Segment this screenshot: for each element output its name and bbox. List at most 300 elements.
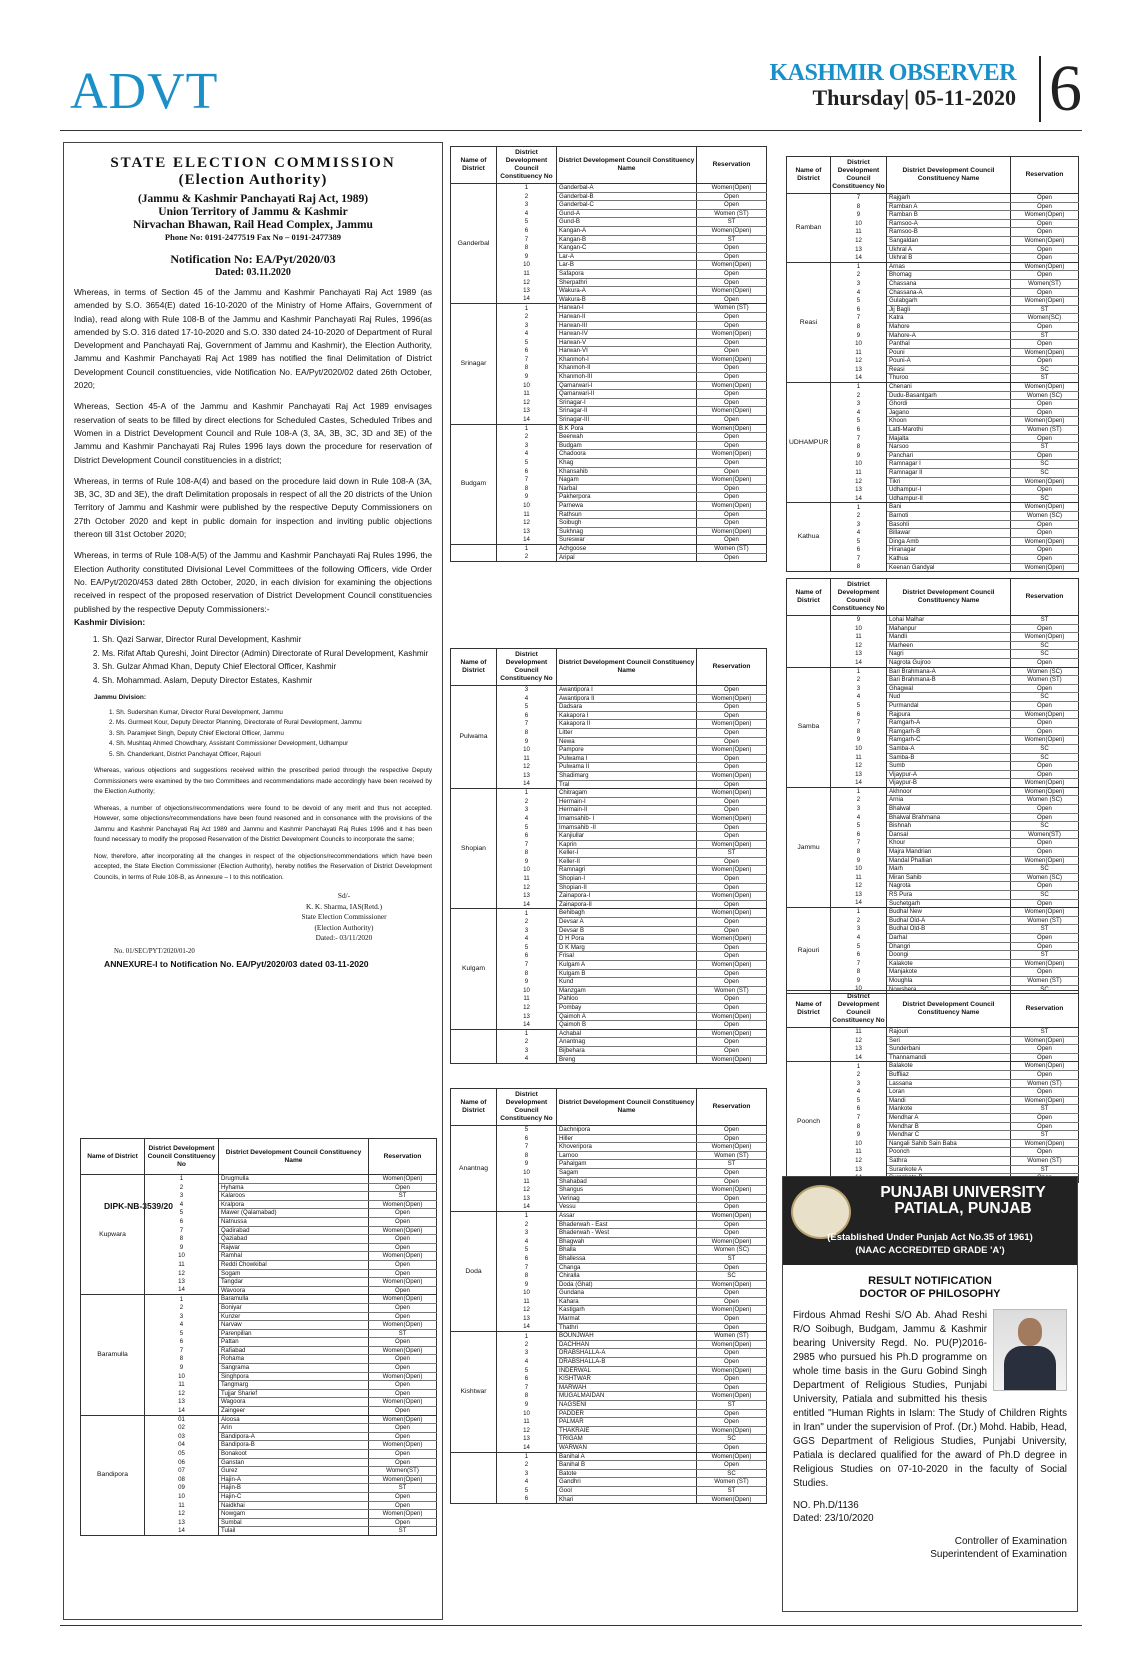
- signatory-designation: State Election Commissioner: [301, 912, 387, 922]
- constituency-number: 03: [145, 1432, 219, 1441]
- constituency-number: 08: [145, 1475, 219, 1484]
- constituency-name: Srinagar-III: [557, 416, 697, 425]
- column-header-name: District Development Council Constituency Name: [557, 649, 697, 686]
- reservation-cell: Open: [1011, 770, 1079, 779]
- column-header-reservation: Reservation: [1011, 991, 1079, 1028]
- reservation-cell: Open: [697, 832, 767, 841]
- reservation-cell: Open: [697, 797, 767, 806]
- constituency-number: 8: [497, 484, 557, 493]
- constituency-number: 10: [831, 985, 887, 994]
- reservation-cell: Women(Open): [369, 1175, 437, 1184]
- reservation-cell: Women (SC): [1011, 667, 1079, 676]
- constituency-name: Natnussa: [219, 1217, 369, 1226]
- reservation-cell: Women (ST): [697, 304, 767, 313]
- section-title: ADVT: [70, 63, 219, 120]
- reservation-cell: Open: [1011, 357, 1079, 366]
- constituency-number: 5: [831, 297, 887, 306]
- table-row: [451, 746, 767, 755]
- constituency-number: 7: [497, 355, 557, 364]
- reservation-cell: Women(Open): [697, 909, 767, 918]
- reservation-cell: Open: [697, 995, 767, 1004]
- notification-number: Notification No: EA/Pyt/2020/03: [170, 252, 336, 266]
- reservation-cell: Women(Open): [1011, 297, 1079, 306]
- constituency-number: 8: [145, 1355, 219, 1364]
- table-row: [787, 494, 1079, 503]
- constituency-name: Assar: [557, 1211, 697, 1220]
- constituency-number: 13: [831, 650, 887, 659]
- reservation-cell: ST: [1011, 616, 1079, 625]
- constituency-number: 13: [831, 891, 887, 900]
- constituency-name: Sangrama: [219, 1364, 369, 1373]
- constituency-name: Chassana: [887, 279, 1011, 288]
- reservation-cell: Open: [1011, 288, 1079, 297]
- constituency-name: Banihal A: [557, 1452, 697, 1461]
- constituency-number: 7: [497, 235, 557, 244]
- table-row: [451, 1401, 767, 1410]
- reservation-cell: Women(Open): [697, 1452, 767, 1461]
- table-row: [451, 321, 767, 330]
- constituency-number: 14: [497, 900, 557, 909]
- constituency-number: 10: [145, 1492, 219, 1501]
- reservation-cell: Women(Open): [369, 1295, 437, 1304]
- reservation-cell: Women (ST): [1011, 916, 1079, 925]
- constituency-name: Purmandal: [887, 701, 1011, 710]
- table-row: [451, 1435, 767, 1444]
- constituency-number: 10: [497, 1409, 557, 1418]
- table-row: [451, 527, 767, 536]
- constituency-name: Hermain-I: [557, 797, 697, 806]
- reservation-cell: Open: [369, 1389, 437, 1398]
- constituency-number: 3: [145, 1312, 219, 1321]
- reservation-cell: Women(Open): [369, 1510, 437, 1519]
- constituency-number: 3: [497, 1349, 557, 1358]
- member-item: 3. Sh. Gulzar Ahmad Khan, Deputy Chief Electoral Officer, Kashmir: [102, 660, 432, 674]
- constituency-name: Surankote A: [887, 1165, 1011, 1174]
- reservation-cell: Open: [369, 1432, 437, 1441]
- constituency-name: Thathri: [557, 1323, 697, 1332]
- constituency-number: 7: [497, 1143, 557, 1152]
- constituency-name: Imamsahib- I: [557, 814, 697, 823]
- column-header-number: District Development Council Constituency No: [831, 157, 887, 194]
- reservation-cell: Women (ST): [1011, 1156, 1079, 1165]
- constituency-number: 3: [497, 926, 557, 935]
- constituency-number: 10: [497, 746, 557, 755]
- table-row: [787, 976, 1079, 985]
- table-row: [451, 184, 767, 193]
- table-row: [451, 355, 767, 364]
- constituency-name: Jagano: [887, 408, 1011, 417]
- table-row: [451, 1297, 767, 1306]
- table-header-row: [451, 649, 767, 686]
- reservation-cell: Open: [697, 1289, 767, 1298]
- issue-date: Thursday| 05-11-2020: [812, 85, 1016, 110]
- table-row: [451, 1012, 767, 1021]
- constituency-number: 10: [497, 1289, 557, 1298]
- reference-number: No. 01/SEC/PYT/2020/01-20: [114, 947, 195, 955]
- constituency-name: Wagoora: [219, 1398, 369, 1407]
- reservation-cell: ST: [1011, 951, 1079, 960]
- constituency-name: Harwan-II: [557, 312, 697, 321]
- constituency-number: 8: [497, 728, 557, 737]
- constituency-number: 5: [497, 338, 557, 347]
- constituency-number: 1: [497, 304, 557, 313]
- jammu-members: [94, 708, 432, 761]
- constituency-name: Mendhar A: [887, 1113, 1011, 1122]
- constituency-number: 3: [831, 1079, 887, 1088]
- table-row: [451, 544, 767, 553]
- constituency-number: 12: [145, 1269, 219, 1278]
- table-row: [451, 1486, 767, 1495]
- reservation-cell: Open: [697, 1461, 767, 1470]
- constituency-name: Arnia: [887, 796, 1011, 805]
- constituency-number: 01: [145, 1415, 219, 1424]
- table-row: [451, 703, 767, 712]
- column-header-reservation: Reservation: [697, 1089, 767, 1126]
- constituency-number: 13: [497, 771, 557, 780]
- constituency-number: 14: [831, 254, 887, 263]
- notice-paragraph: Whereas, various objections and suggestions received within the prescribed period through the respective Deputy Commissioners were examined by the two Committees and recommendations made accordingly have been received by the Election Authority;: [94, 767, 432, 796]
- reservation-cell: ST: [697, 235, 767, 244]
- constituency-name: Moughla: [887, 976, 1011, 985]
- reservation-cell: Women(Open): [369, 1398, 437, 1407]
- table-row: [787, 546, 1079, 555]
- column-header-district: Name of District: [787, 991, 831, 1028]
- constituency-name: Ganstan: [219, 1458, 369, 1467]
- constituency-number: 7: [831, 554, 887, 563]
- table-row: [451, 1029, 767, 1038]
- table-row: [451, 192, 767, 201]
- constituency-name: Narbal: [557, 484, 697, 493]
- constituency-name: Mankote: [887, 1105, 1011, 1114]
- constituency-name: Loran: [887, 1088, 1011, 1097]
- constituency-number: 10: [145, 1252, 219, 1261]
- constituency-number: 7: [497, 961, 557, 970]
- reservation-cell: Women(Open): [1011, 633, 1079, 642]
- reservation-cell: Open: [1011, 194, 1079, 203]
- constituency-number: 9: [831, 331, 887, 340]
- constituency-name: Bani: [887, 503, 1011, 512]
- reservation-cell: Open: [697, 519, 767, 528]
- constituency-number: 11: [497, 1418, 557, 1427]
- notice-paragraph: Whereas, a number of objections/recommendations were found to be devoid of any merit and thus not accepted. However, some objections/recommendations have been found reasoned and in consonance with the provisions of the Jammu and Kashmir Panchayati Raj Act 1989 and Jammu and Kashmir Panchayati Raj Rules 1996 and it has been found necessary to modify the proposed Reservation of the District Development Councils to incorporate the same;: [94, 804, 432, 844]
- constituency-name: Ganderbal-A: [557, 184, 697, 193]
- constituency-name: Pouni-A: [887, 357, 1011, 366]
- constituency-name: Zainapora-I: [557, 892, 697, 901]
- reservation-cell: Open: [697, 703, 767, 712]
- reservation-cell: Women(Open): [697, 476, 767, 485]
- constituency-number: 4: [831, 1088, 887, 1097]
- table-row: [451, 1478, 767, 1487]
- constituency-number: 1: [497, 184, 557, 193]
- constituency-name: Hiller: [557, 1134, 697, 1143]
- reservation-cell: Women (SC): [697, 1246, 767, 1255]
- reservation-cell: Women(ST): [1011, 279, 1079, 288]
- table-row: [451, 1358, 767, 1367]
- constituency-name: Ramban B: [887, 211, 1011, 220]
- constituency-number: 13: [497, 527, 557, 536]
- constituency-name: Pakherpora: [557, 493, 697, 502]
- constituency-name: B.K Pora: [557, 424, 697, 433]
- constituency-number: 6: [497, 226, 557, 235]
- constituency-name: Hyhama: [219, 1183, 369, 1192]
- table-row: [451, 789, 767, 798]
- constituency-name: WARWAN: [557, 1443, 697, 1452]
- constituency-name: Buffliaz: [887, 1070, 1011, 1079]
- table-row: [451, 364, 767, 373]
- reservation-cell: Open: [1011, 486, 1079, 495]
- constituency-number: 4: [497, 935, 557, 944]
- reservation-cell: Open: [697, 510, 767, 519]
- constituency-name: Bhagwah: [557, 1237, 697, 1246]
- reservation-cell: Open: [697, 459, 767, 468]
- constituency-name: Ramgarh-C: [887, 736, 1011, 745]
- constituency-number: 7: [497, 1383, 557, 1392]
- district-cell: Rajouri: [787, 908, 831, 994]
- reservation-table: [80, 1138, 437, 1536]
- reservation-cell: Open: [1011, 719, 1079, 728]
- constituency-number: 4: [497, 209, 557, 218]
- constituency-name: Udhampur-I: [887, 486, 1011, 495]
- constituency-number: 6: [497, 1375, 557, 1384]
- reservation-cell: Women(Open): [697, 501, 767, 510]
- table-row: [787, 400, 1079, 409]
- constituency-number: 6: [497, 832, 557, 841]
- reservation-cell: Women(Open): [697, 1280, 767, 1289]
- reservation-cell: Open: [1011, 529, 1079, 538]
- reservation-cell: Women (ST): [697, 1332, 767, 1341]
- table-row: [451, 1383, 767, 1392]
- reservation-cell: Open: [697, 1443, 767, 1452]
- constituency-number: 8: [831, 727, 887, 736]
- reservation-cell: Open: [697, 780, 767, 789]
- table-row: [451, 459, 767, 468]
- table-row: [787, 374, 1079, 383]
- constituency-number: 8: [497, 1272, 557, 1281]
- constituency-number: 10: [831, 865, 887, 874]
- table-row: [451, 218, 767, 227]
- table-row: [787, 520, 1079, 529]
- constituency-number: 13: [145, 1398, 219, 1407]
- table-row: [451, 857, 767, 866]
- reservation-cell: Open: [1011, 727, 1079, 736]
- constituency-name: Doongi: [887, 951, 1011, 960]
- constituency-number: 3: [831, 520, 887, 529]
- constituency-name: Imamsahib -II: [557, 823, 697, 832]
- jammu-division-heading: Jammu Division:: [94, 694, 147, 702]
- reservation-cell: Open: [1011, 340, 1079, 349]
- reservation-cell: Open: [369, 1450, 437, 1459]
- reservation-cell: Open: [697, 192, 767, 201]
- constituency-name: Arnas: [887, 262, 1011, 271]
- column-header-district: Name of District: [451, 1089, 497, 1126]
- reservation-cell: Women(Open): [697, 424, 767, 433]
- table-row: [787, 486, 1079, 495]
- reservation-cell: ST: [697, 849, 767, 858]
- constituency-name: Ghagwal: [887, 684, 1011, 693]
- constituency-name: Pulwama II: [557, 763, 697, 772]
- table-row: [451, 338, 767, 347]
- reservation-cell: Open: [369, 1243, 437, 1252]
- constituency-number: 5: [831, 822, 887, 831]
- constituency-name: Rathsun: [557, 510, 697, 519]
- member-item: 2. Ms. Gurmeet Kour, Deputy Director Planning, Directorate of Rural Development, Jammu: [116, 718, 432, 729]
- table-row: [787, 942, 1079, 951]
- table-row: [787, 1113, 1079, 1122]
- constituency-name: Kangan-B: [557, 235, 697, 244]
- constituency-number: 9: [497, 373, 557, 382]
- constituency-number: 8: [831, 968, 887, 977]
- table-row: [451, 1203, 767, 1212]
- table-row: [451, 1046, 767, 1055]
- constituency-number: 2: [497, 1038, 557, 1047]
- table-row: [451, 501, 767, 510]
- constituency-number: 9: [497, 493, 557, 502]
- constituency-name: Harwan-IV: [557, 330, 697, 339]
- constituency-number: 5: [497, 943, 557, 952]
- table-row: [787, 503, 1079, 512]
- table-row: [787, 305, 1079, 314]
- constituency-name: Akhnoor: [887, 787, 1011, 796]
- column-header-district: Name of District: [787, 579, 831, 616]
- superintendent: Superintendent of Examination: [930, 1549, 1067, 1560]
- reservation-cell: Open: [1011, 254, 1079, 263]
- reservation-cell: Open: [697, 806, 767, 815]
- reservation-cell: Women (ST): [697, 986, 767, 995]
- constituency-number: 10: [831, 219, 887, 228]
- signatory-name: K. K. Sharma, IAS(Retd.): [306, 901, 382, 911]
- constituency-number: 14: [831, 374, 887, 383]
- reservation-cell: Open: [697, 1315, 767, 1324]
- table-row: [451, 1126, 767, 1135]
- table-row: [451, 209, 767, 218]
- constituency-number: 14: [831, 658, 887, 667]
- table-row: [787, 322, 1079, 331]
- table-row: [451, 918, 767, 927]
- table-row: [787, 469, 1079, 478]
- reservation-cell: Women(Open): [697, 746, 767, 755]
- constituency-number: 14: [831, 1053, 887, 1062]
- constituency-number: 14: [145, 1286, 219, 1295]
- constituency-name: Awantipora I: [557, 686, 697, 695]
- table-row: [451, 823, 767, 832]
- table-row: [787, 202, 1079, 211]
- reservation-cell: Open: [1011, 848, 1079, 857]
- constituency-number: 3: [497, 201, 557, 210]
- district-cell: Kulgam: [451, 909, 497, 1029]
- constituency-number: 4: [831, 693, 887, 702]
- reservation-cell: Open: [697, 1046, 767, 1055]
- constituency-name: Mendhar C: [887, 1131, 1011, 1140]
- constituency-name: Reasi: [887, 365, 1011, 374]
- constituency-number: 2: [497, 433, 557, 442]
- reservation-cell: Open: [697, 1021, 767, 1030]
- constituency-number: 14: [497, 1021, 557, 1030]
- notice-address: Nirvachan Bhawan, Rail Head Complex, Jammu: [133, 219, 373, 231]
- district-cell: [787, 1028, 831, 1062]
- table-row: [451, 686, 767, 695]
- table-row: [787, 736, 1079, 745]
- table-row: [787, 271, 1079, 280]
- table-row: [787, 262, 1079, 271]
- reservation-cell: Women(Open): [369, 1475, 437, 1484]
- constituency-number: 13: [497, 1315, 557, 1324]
- table-row: [451, 1143, 767, 1152]
- table-row: [451, 416, 767, 425]
- table-row: [451, 754, 767, 763]
- constituency-name: Keller-I: [557, 849, 697, 858]
- reservation-cell: Women(Open): [697, 892, 767, 901]
- constituency-name: Aripal: [557, 553, 697, 562]
- table-row: [451, 814, 767, 823]
- constituency-name: Seri: [887, 1036, 1011, 1045]
- constituency-number: 5: [497, 1246, 557, 1255]
- district-cell: Poonch: [787, 1062, 831, 1182]
- masthead: [769, 52, 1082, 125]
- constituency-name: Gund-A: [557, 209, 697, 218]
- table-row: [787, 744, 1079, 753]
- table-row: [787, 891, 1079, 900]
- constituency-number: 1: [831, 787, 887, 796]
- constituency-number: 02: [145, 1424, 219, 1433]
- table-row: [787, 228, 1079, 237]
- table-row: [451, 1340, 767, 1349]
- constituency-number: 10: [497, 986, 557, 995]
- constituency-number: 11: [497, 1177, 557, 1186]
- reservation-cell: SC: [1011, 641, 1079, 650]
- constituency-name: Kund: [557, 978, 697, 987]
- table-row: [451, 1375, 767, 1384]
- constituency-number: 5: [497, 218, 557, 227]
- signature-block: [284, 891, 404, 944]
- constituency-number: 2: [831, 916, 887, 925]
- reservation-cell: SC: [1011, 365, 1079, 374]
- reservation-cell: Women (ST): [1011, 426, 1079, 435]
- member-item: 2. Ms. Rifat Aftab Qureshi, Joint Director (Admin) Directorate of Rural Development, Kashmir: [102, 647, 432, 661]
- constituency-number: 7: [145, 1226, 219, 1235]
- table-row: [787, 770, 1079, 779]
- column-header-number: District Development Council Constituency No: [497, 649, 557, 686]
- constituency-name: Tulail: [219, 1527, 369, 1536]
- constituency-name: Mandal Phallian: [887, 856, 1011, 865]
- result-notification: RESULT NOTIFICATION: [868, 1275, 992, 1287]
- reservation-cell: SC: [697, 1469, 767, 1478]
- reservation-cell: Open: [369, 1424, 437, 1433]
- table-row: [81, 1415, 437, 1424]
- reservation-cell: Open: [369, 1312, 437, 1321]
- constituency-name: Qaziabad: [219, 1235, 369, 1244]
- constituency-name: Rajgarh: [887, 194, 1011, 203]
- constituency-number: 12: [145, 1510, 219, 1519]
- notice-paragraph: Now, therefore, after incorporating all the changes in respect of the objections/recommendations which have been accepted, the State Election Commissioner (Election Authority), hereby notifies the Reservation of District Development Councils, in terms of Rule 108-B, as Annexure – I to this notification.: [94, 852, 432, 881]
- reservation-cell: SC: [1011, 822, 1079, 831]
- table-header-row: [787, 991, 1079, 1028]
- table-row: [451, 995, 767, 1004]
- reservation-cell: Open: [697, 823, 767, 832]
- reservation-cell: SC: [1011, 985, 1079, 994]
- reservation-cell: SC: [1011, 891, 1079, 900]
- table-row: [451, 900, 767, 909]
- reservation-cell: SC: [1011, 650, 1079, 659]
- reservation-cell: ST: [1011, 1131, 1079, 1140]
- table-row: [451, 832, 767, 841]
- signatory-authority: (Election Authority): [314, 922, 374, 932]
- constituency-number: 9: [497, 737, 557, 746]
- constituency-name: Ukhral B: [887, 254, 1011, 263]
- table-row: [787, 443, 1079, 452]
- constituency-name: Verinag: [557, 1194, 697, 1203]
- reservation-cell: Women(Open): [1011, 211, 1079, 220]
- table-row: [787, 357, 1079, 366]
